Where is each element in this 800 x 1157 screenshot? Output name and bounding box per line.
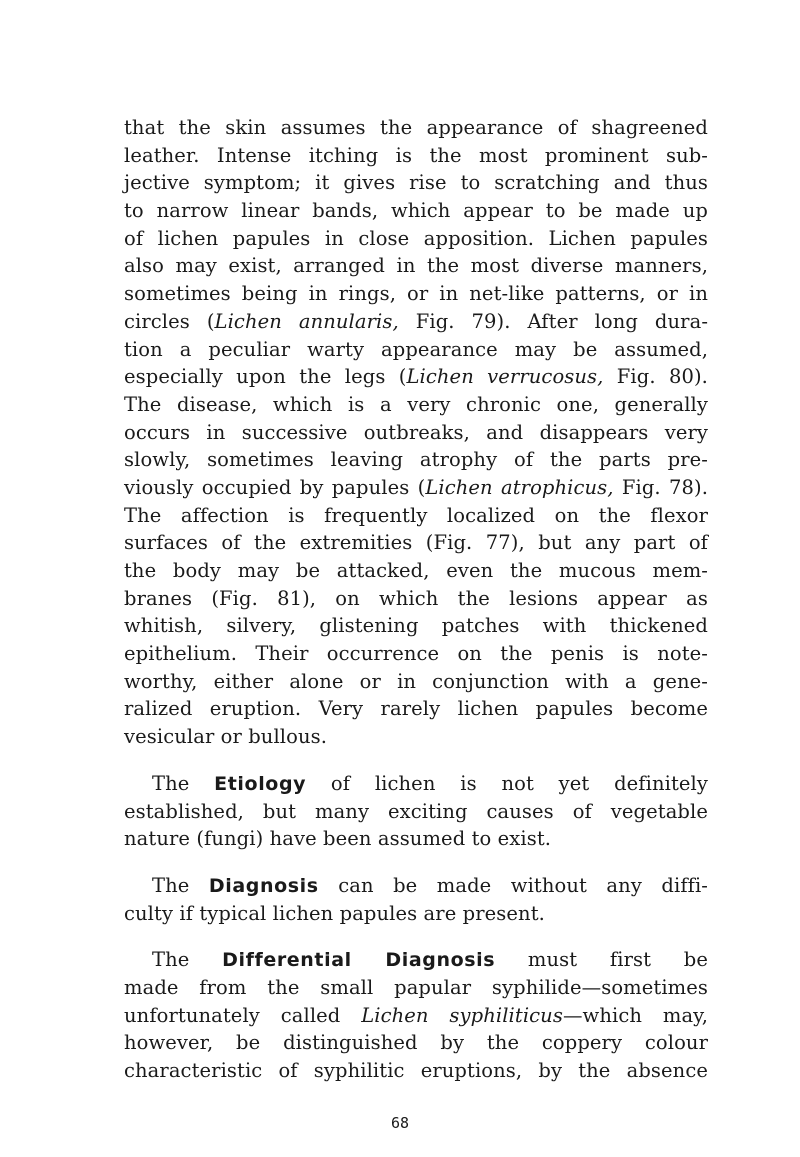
text-line [124,308,708,336]
text-line: nature (fungi) have been assumed to exist. [124,827,552,851]
text-line: also may exist, arranged in the most diverse manners, [124,254,708,278]
italic-term: Lichen syphiliticus [361,1003,563,1027]
heading-differential-diagnosis: Differential Diagnosis [222,949,496,972]
italic-term: Lichen verrucosus, [406,365,604,389]
text-line: vesicular or bullous. [124,725,328,749]
text-run: Fig. 79). After long dura- [398,309,709,333]
text-line: however, be distinguished by the coppery colour [124,1031,708,1055]
text-line: to narrow linear bands, which appear to be made up [124,199,708,223]
italic-term: Lichen atrophicus, [425,475,614,499]
page-number: 68 [390,1114,410,1132]
text-run: can be made without any diffi- [318,873,708,897]
text-line: characteristic of syphilitic eruptions, by the absence [124,1059,708,1082]
text-line [124,1002,708,1030]
text-line: slowly, sometimes leaving atrophy of the parts pre- [124,448,708,472]
heading-diagnosis: Diagnosis [208,874,319,897]
text-line: tion a peculiar warty appearance may be assumed, [124,337,708,361]
text-line: leather. Intense itching is the most prominent sub- [124,143,708,167]
text-line: branes (Fig. 81), on which the lesions appear as [124,586,708,610]
heading-etiology: Etiology [214,772,307,795]
text-run: Fig. 78). [613,475,708,499]
text-run: —which may, [562,1003,708,1027]
text-run: unfortunately called [124,1003,362,1027]
text-run: The [152,771,215,795]
text-run: viously occupied by papules ( [124,475,426,499]
text-line [124,946,708,974]
text-line: established, but many exciting causes of vegetable [124,799,708,823]
text-run: must first be [495,948,708,972]
text-run: especially upon the legs ( [124,365,407,389]
text-line: the body may be attacked, even the mucous mem- [124,559,708,582]
text-line: made from the small papular syphilide—sometimes [124,975,708,999]
text-line: epithelium. Their occurrence on the penis is note- [124,642,708,666]
text-line [124,770,708,798]
text-line: sometimes being in rings, or in net-like patterns, or in [124,282,708,306]
italic-term: Lichen annularis, [214,309,399,333]
text-line: The affection is frequently localized on the flexor [124,503,708,527]
text-run: of lichen is not yet definitely [306,771,708,795]
text-line: of lichen papules in close apposition. Lichen papules [124,226,708,250]
text-line [124,363,708,391]
text-line: ralized eruption. Very rarely lichen papules become [124,697,708,721]
text-line: that the skin assumes the appearance of shagreened [124,116,708,139]
text-line: worthy, either alone or in conjunction with a gene- [124,669,708,693]
paragraph-symptoms [124,114,708,1085]
text-line: culty if typical lichen papules are present. [124,901,545,925]
text-line: The disease, which is a very chronic one, generally [124,392,708,416]
text-run: Fig. 80). [603,365,708,389]
text-line [124,872,708,900]
text-line: occurs in successive outbreaks, and disappears very [124,420,708,444]
text-run: The [152,948,223,972]
text-line: jective symptom; it gives rise to scratching and thus [124,171,708,195]
text-line: surfaces of the extremities (Fig. 77), but any part of [124,531,708,555]
text-line: whitish, silvery, glistening patches with thickened [124,614,708,638]
text-line [124,474,708,502]
text-run: circles ( [124,309,215,333]
text-run: The [152,873,209,897]
